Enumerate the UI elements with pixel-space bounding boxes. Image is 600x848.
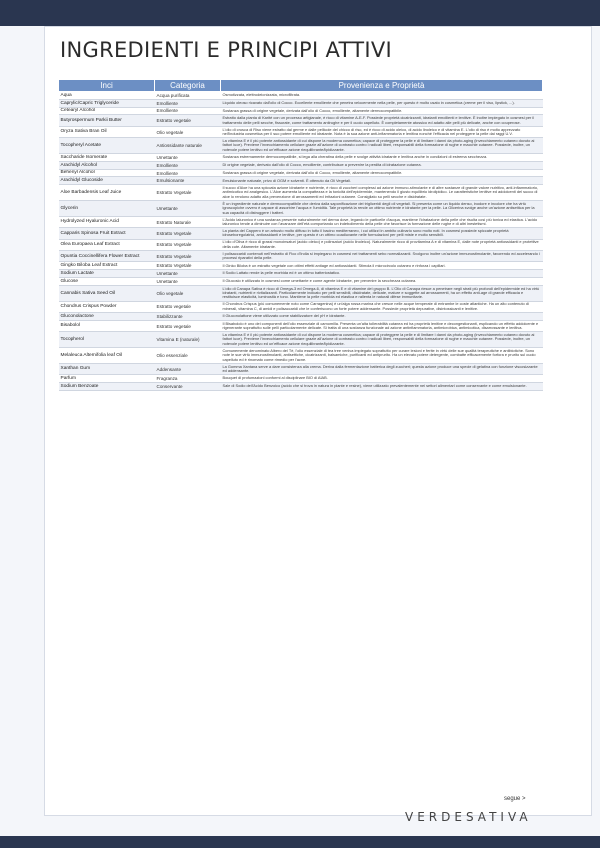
category: Olio essenziale <box>155 348 221 364</box>
ingredients-table-body <box>59 92 543 391</box>
category: Estratto Vegetale <box>155 239 221 250</box>
inci-name: Glycerin <box>59 201 155 217</box>
description: Liquido oleoso ricavato dall'olio di Cocco. Eccellente emolliente che penetra velocemente nella pelle, per questo è molto usato in cosmetica (creme per il viso, lipstick, ...). <box>221 99 543 107</box>
table-row <box>59 138 543 154</box>
table-row <box>59 332 543 348</box>
top-band <box>0 0 600 26</box>
inci-name: Oryza Sativa Bran Oil <box>59 126 155 137</box>
category: Estratto Vegetale <box>155 228 221 239</box>
table-row <box>59 239 543 250</box>
table-row <box>59 107 543 115</box>
category: Emolliente <box>155 107 221 115</box>
inci-name: Hydrolyzed Hyaluronic Acid <box>59 216 155 227</box>
inci-name: Melaleuca Alternifolia leaf Oil <box>59 348 155 364</box>
next-page-text: segue <box>504 796 521 802</box>
category: Emulsionante <box>155 177 221 185</box>
table-row <box>59 270 543 278</box>
description: Bouquet di profumazioni conformi al disciplinare BIO di AIAB. <box>221 375 543 383</box>
table-row <box>59 99 543 107</box>
description: Comunemente denominato Albero del Tè, l'olio essenziale di tea tree veniva impiegato soprattutto per curare lesioni e ferite in virtù delle sue qualità terapeutiche e antibiotiche. Sono note le sue virtù immunostimolanti, antisettiche, cicatrizzanti, balsamiche, purificanti ed antiprurito. Ha un elevato potere detergente, combatte efficacemente forfora e prurito sul cuoio capelluto ed è rinomato come rimedio per l'acne. <box>221 348 543 364</box>
description: È un ingrediente naturale e dermocompatibile che deriva dalla saponificazione dei trigliceridi degli oli vegetali. Si presenta come un liquido denso, inodore e incolore che ha virtù igroscopiche ovvero è capace di assorbire l'acqua e l'umidità. Tale proprietà la rende un ottimo nutriente e idratante per la pelle. La Glicerina svolge anche un'azione antisettica per la sua capacità di distruggere i batteri. <box>221 201 543 217</box>
category: Vitamina E (naturale) <box>155 332 221 348</box>
description: Il Bisabololo è uno dei componenti dell'olio essenziale di camomilla. Presenta un'alta tollerabilità cutanea ed ha proprietà lenitive e decongestionanti, esplicando un effetto addolcente e rigenerante soprattutto sulle pelli particolarmente delicate. Si tratta di una sostanza funzionale ad azione antinfiammatoria, antimicrobica, antimicotica, disarrossante e lenitiva. <box>221 320 543 331</box>
category: Fragranza <box>155 375 221 383</box>
table-row <box>59 301 543 312</box>
inci-name: Behenyl Alcohol <box>59 169 155 177</box>
inci-name: Aqua <box>59 92 155 100</box>
column-header-inci: Inci <box>59 80 155 92</box>
description: L'olio di Canapa Sativa è ricco di Omega-3 ed Omega-6, di vitamina E e di vitamine del gruppo B. L'Olio di Canapa riesce a penetrare negli strati più profondi dell'epidermide ed ha virtù idratanti, nutrienti e rivitalizzanti. Particolarmente indicato per pelli sensibili, disidratate, delicate, mature e soggette ad arrossamenti, ha un effetto anti-age di grande efficacia e restituisce elasticità, luminosità e tono. Mantiene la pelle morbida ed elastica e rallenta le naturali difese immunitarie. <box>221 285 543 301</box>
inci-name: Sodium Lactate <box>59 270 155 278</box>
inci-name: Cannabis Sativa Seed Oil <box>59 285 155 301</box>
inci-name: Gingko Biloba Leaf Extract <box>59 262 155 270</box>
description: Il Chondrus Crispus (più comunemente noto come Carragenina) è un'alga rossa marina che cresce nelle acque temperate di entrambe le coste atlantiche. Ha un alto contenuto di minerali, vitamina C, di amidi e polisaccaridi che le conferiscono un forte potere addensante. Possiede proprietà depurative, disintossicanti e lenitive. <box>221 301 543 312</box>
table-row <box>59 383 543 391</box>
table-row <box>59 262 543 270</box>
brand-logo: VERDESATIVA <box>405 810 532 824</box>
inci-name: Cetearyl Alcohol <box>59 107 155 115</box>
table-row <box>59 228 543 239</box>
table-row <box>59 126 543 137</box>
category: Estratto Vegetale <box>155 251 221 262</box>
inci-name: Bisabolol <box>59 320 155 331</box>
category: Umettante <box>155 201 221 217</box>
column-header-categoria: Categoria <box>155 80 221 92</box>
table-row <box>59 251 543 262</box>
table-row <box>59 363 543 374</box>
description: Emulsionante naturale, privo di OGM e solventi. È ottenuto da Oli Vegetali. <box>221 177 543 185</box>
bottom-band <box>0 836 600 848</box>
inci-name: Saccharide Isomerate <box>59 154 155 162</box>
category: Estratto vegetale <box>155 115 221 126</box>
category: Conservante <box>155 383 221 391</box>
description: Di origine vegetale, derivato dall'olio di Cocco, emolliente, contribuisce a prevenire la perdita di idratazione cutanea. <box>221 161 543 169</box>
description: L'Acido Ialuronico è una sostanza presente naturalmente nel derma dove, legando le particelle d'acqua, mantiene l'idratazione della pelle che risulta così più tonica ed elastica. L'acido ialuronico tende a diminuire con l'avanzare dell'età comportando un indebolimento della pelle che favorisce la formazione delle rughe e di altri inestetismi. <box>221 216 543 227</box>
description: Il Glucosio è utilizzato in cosmesi come umettante e come agente idratante, per prevenire la secchezza cutanea. <box>221 278 543 286</box>
inci-name: Arachidyl Alcohol <box>59 161 155 169</box>
category: Estratto Vegetale <box>155 185 221 201</box>
description: Estratto dalla pianta di Karité con un processo artigianale, è ricco di vitamine A-E-F. Possiede proprietà cicatrizzanti, idratanti emollienti e lenitive. È inoltre impiegato in cosmesi per il trattamento delle pelli secche, fissurate, come trattamento antirughe e per il cuoio capelluto. È completamente atossico ed adatto alle pelli più delicate, anche con couperose. <box>221 115 543 126</box>
inci-name: Butyrospermum Parkii Butter <box>59 115 155 126</box>
table-row <box>59 375 543 383</box>
inci-name: Arachidyl Glucoside <box>59 177 155 185</box>
category: Umettante <box>155 278 221 286</box>
description: L'olio di crusca di Riso viene estratto dal germe e dalle pellicole del chicco di riso, ed è ricco di acido oleico, di acido linoleico e di vitamina E. L'olio di riso è molto apprezzato nell'industria cosmetica per il suo potere emolliente ed idratante. Nota è la sua azione anti-infiammatoria e lenitiva nonché l'efficacia nel proteggere la pelle dai raggi U.V. <box>221 126 543 137</box>
inci-name: Glucose <box>59 278 155 286</box>
category: Emolliente <box>155 169 221 177</box>
category: Olio vegetale <box>155 126 221 137</box>
ingredients-table <box>58 79 543 391</box>
description: Sostanza grassa di origine vegetale, derivata dall'olio di Cocco, emolliente, altamente dermocompatibile. <box>221 107 543 115</box>
category: Umettante <box>155 154 221 162</box>
description: I polisaccaridi contenuti nell'estratto di Fico d'India si impiegano in cosmesi nei trattamenti sebo normalizzanti. Svolgono inoltre un'azione immunostimolante, favorendo ed accelerando i processi riparativi della pelle. <box>221 251 543 262</box>
category: Olio vegetale <box>155 285 221 301</box>
inci-name: Capparis Spinosa Fruit Extract <box>59 228 155 239</box>
description: La pianta del Cappero è un arbusto molto diffuso in tutto il bacino mediterraneo, i cui utilizzi in ambito culinario sono molto noti. In cosmesi possiede spiccate proprietà idroseboregolatrici, antiossidanti e lenitive, per questo è un ottimo coadiuvante nelle formulazioni per pelli miste e molto sensibili. <box>221 228 543 239</box>
table-row <box>59 161 543 169</box>
inci-name: Tocopheryl Acetate <box>59 138 155 154</box>
description: La vitamina E è il più potente antiossidante di cui dispone la moderna cosmetica; capace di proteggere la pelle e di limitare i danni da photo-aging (invecchiamento cutaneo dovuto ai fattori luce). Previene l'invecchiamento cellulare grazie all'azione di contrasto contro i radicali liberi, responsabili della formazione di rughe e macchie cutanee. Possiede, inoltre, un notevole potere lenitivo ed un'efficace azione riequilibrante/lipidizzante. <box>221 138 543 154</box>
table-row <box>59 92 543 100</box>
description: Il Gluconolattone viene utilizzato come stabilizzatore del pH e idratante. <box>221 313 543 321</box>
inci-name: Aloe Barbadensis Leaf Juice <box>59 185 155 201</box>
table-row <box>59 177 543 185</box>
table-row <box>59 154 543 162</box>
category: Estratto vegetale <box>155 320 221 331</box>
inci-name: Chondrus Crispus Powder <box>59 301 155 312</box>
inci-name: Olea Europaea Leaf Extract <box>59 239 155 250</box>
description: Sostanza grassa di origine vegetale, derivata dall'olio di Cocco, emolliente, altamente dermocompatibile. <box>221 169 543 177</box>
table-row <box>59 201 543 217</box>
table-row <box>59 185 543 201</box>
page-title: INGREDIENTI E PRINCIPI ATTIVI <box>60 38 393 62</box>
next-page-label: segue > <box>504 796 526 802</box>
table-row <box>59 313 543 321</box>
description: Il Sodio Lattato rende la pelle morbida ed è un ottimo batteriostatico. <box>221 270 543 278</box>
inci-name: Gluconolactone <box>59 313 155 321</box>
category: Antiossidante naturale <box>155 138 221 154</box>
category: Emolliente <box>155 161 221 169</box>
table-row <box>59 348 543 364</box>
category: Acqua purificata <box>155 92 221 100</box>
category: Estratto Naturale <box>155 216 221 227</box>
category: Umettante <box>155 270 221 278</box>
table-header-row <box>59 80 543 92</box>
description: La Gomma Xantana serve a dare consistenza alla crema. Deriva dalla fermentazione batterica degli zuccheri; questa azione produce una specie di gelatina con funzione viscosizzante ed addensante. <box>221 363 543 374</box>
description: Il Ginko Biloba è un estratto vegetale con ottimi effetti antiage ed antiossidanti. Stimola il microcircolo cutaneo e rinforza i capillari. <box>221 262 543 270</box>
column-header-provenienza: Provenienza e Proprietà <box>221 80 543 92</box>
description: Sale di Sodio dell'Acido Benzoico (acido che si trova in natura in piante e resine), viene utilizzato prevalentemente nei settori alimentari come conservante e come emulsionante. <box>221 383 543 391</box>
table-row <box>59 169 543 177</box>
inci-name: Caprylic/Capric Triglyceride <box>59 99 155 107</box>
category: Stabilizzante <box>155 313 221 321</box>
description: Sostanza estremamente dermocompatibile, si lega alla cheratina della pelle e svolge attività idratante e lenitiva anche in condizioni di estrema secchezza. <box>221 154 543 162</box>
inci-name: Xanthan Gum <box>59 363 155 374</box>
inci-name: Sodium Benzoate <box>59 383 155 391</box>
table-row <box>59 285 543 301</box>
description: Osmotizzata, elettrodeionizzata, microfiltrata. <box>221 92 543 100</box>
description: La vitamina E è il più potente antiossidante di cui dispone la moderna cosmetica; capace di proteggere la pelle e di limitare i danni da photo-aging (invecchiamento cutaneo dovuto ai fattori luce). Previene l'invecchiamento cellulare grazie all'azione di contrasto contro i radicali liberi, responsabili della formazione di rughe e macchie cutanee. Possiede, inoltre, un notevole potere lenitivo ed un'efficace azione riequilibrante/lipidizzante. <box>221 332 543 348</box>
inci-name: Tocopherol <box>59 332 155 348</box>
description: Il succo d'Aloe ha una spiccata azione idratante e nutriente, è ricco di zuccheri complessi ad azione immuno-stimolante e di altre sostanze di grande valore nutritivo, anti-infiammatorio, antimicotico ed analgesico. L'Aloe aumenta la compattezza e la tonicità dell'epidermide, mantenendo il giusto equilibrio idrolipidico. Le caratteristiche lenitive ed addolcenti del succo di aloe lo rendono adatto alla prevenzione di arrossamenti ed irritazioni cutanee. Consigliato su pelli secche e disidratate. <box>221 185 543 201</box>
category: Addensante <box>155 363 221 374</box>
category: Estratto Vegetale <box>155 262 221 270</box>
table-row <box>59 320 543 331</box>
table-row <box>59 115 543 126</box>
table-row <box>59 216 543 227</box>
description: L'olio d'Oliva è ricco di grassi monoinsaturi (acido oleico) e polinsaturi (acido linoleico). Naturalmente ricco di provitamina A e di vitamina E, dalle note proprietà antiossidanti e protettive della cute. Altamente idratante. <box>221 239 543 250</box>
category: Estratto vegetale <box>155 301 221 312</box>
table-row <box>59 278 543 286</box>
inci-name: Parfum <box>59 375 155 383</box>
category: Emolliente <box>155 99 221 107</box>
inci-name: Opuntia Coccinellifera Flower Extract <box>59 251 155 262</box>
